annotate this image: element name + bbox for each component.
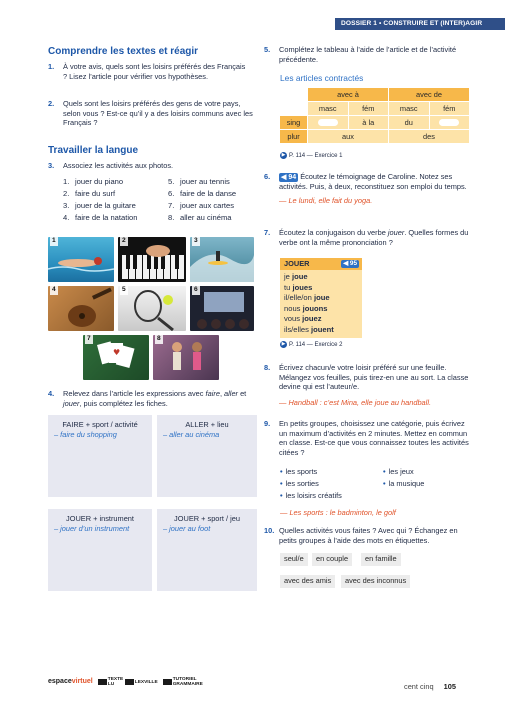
category-item: • les sports <box>280 467 318 476</box>
fiche-example: – jouer au foot <box>163 523 211 533</box>
fiche-title: JOUER + instrument <box>66 514 134 523</box>
activity-item: 1. jouer du piano <box>63 177 124 186</box>
conjugation-line: vous jouez <box>284 314 322 324</box>
activity-item: 8. aller au cinéma <box>168 213 232 222</box>
question-text: Quelles activités vous faites ? Avec qui ? Échangez en petits groupes à l’aide des mots en étiquettes. <box>279 526 458 545</box>
table-blank-cell <box>430 116 470 129</box>
question-8 <box>264 363 469 408</box>
table-header: fém <box>349 102 389 115</box>
piano-keys-illustration <box>118 237 186 282</box>
activity-item: 2. faire du surf <box>63 189 116 198</box>
word-tag: avec des inconnus <box>341 575 410 588</box>
svg-text:♥: ♥ <box>113 348 121 357</box>
exercise-reference-2[interactable]: ▶ P. 114 — Exercice 2 <box>281 341 343 349</box>
video-icon <box>163 679 172 685</box>
photo-swimming: 1 <box>48 237 114 282</box>
tennis-racket-illustration <box>118 286 186 331</box>
activity-list-left <box>63 177 137 225</box>
question-4 <box>48 389 248 408</box>
exercise-reference-1[interactable]: ▶ P. 114 — Exercice 1 <box>281 152 343 160</box>
photo-piano: 2 <box>118 237 186 282</box>
espace-virtuel-logo[interactable]: espacevirtuel <box>48 678 93 686</box>
page-number: cent cinq 105 <box>404 682 456 691</box>
question-3 <box>48 161 248 171</box>
word-tag: en couple <box>312 553 352 566</box>
word-tag: avec des amis <box>280 575 335 588</box>
example-answer: — Le lundi, elle fait du yoga. <box>279 195 373 205</box>
question-10 <box>264 526 474 545</box>
activity-item: 4. faire de la natation <box>63 213 138 222</box>
conjugation-line: nous jouons <box>284 303 328 313</box>
table-cell: aux <box>308 130 388 143</box>
question-2 <box>48 99 253 128</box>
fiche-title: JOUER + sport / jeu <box>174 514 240 523</box>
question-5 <box>264 45 469 64</box>
table-cell: du <box>389 116 429 129</box>
table-header: avec à <box>308 88 388 101</box>
play-icon: ▶ <box>281 152 286 158</box>
conjugation-line: ils/elles jouent <box>284 324 334 334</box>
section-title-langue: Travailler la langue <box>48 145 139 156</box>
audio-book-icon <box>98 679 107 685</box>
playing-cards-illustration <box>83 335 149 380</box>
category-list-left <box>280 466 342 502</box>
question-text: Écrivez chacun/e votre loisir préféré sur une feuille. Mélangez vos feuilles, puis tirez-en une au sort. La classe devine qui est l’auteur/e. <box>279 363 469 392</box>
table-header: masc <box>308 102 348 115</box>
question-number: 9. <box>264 419 271 428</box>
question-text: Écoutez la conjugaison du verbe jouer. Quelles formes du verbe ont la même prononciation ? <box>279 228 469 247</box>
photo-surf: 3 <box>190 237 254 282</box>
question-number: 10. <box>264 526 275 535</box>
blank-pill <box>439 119 459 126</box>
activity-item: 7. jouer aux cartes <box>168 201 235 210</box>
category-item: • la musique <box>383 479 425 488</box>
resource-lexville[interactable]: LEXVILLE <box>125 679 158 685</box>
activity-item: 3. jouer de la guitare <box>63 201 136 210</box>
activity-item: 6. faire de la danse <box>168 189 237 198</box>
fiche-aller <box>157 415 257 497</box>
fiche-jouer-sport <box>157 509 257 591</box>
question-7 <box>264 228 469 247</box>
word-tag: en famille <box>361 553 401 566</box>
table-cell: à la <box>349 116 389 129</box>
fiche-example: – aller au cinéma <box>163 429 220 439</box>
category-list-right <box>383 466 424 490</box>
table-blank-cell <box>308 116 348 129</box>
resource-tutoriel[interactable]: TUTORIEL GRAMMAIRE <box>163 677 205 687</box>
question-text: En petits groupes, choisissez une catégorie, puis écrivez un maximum d’activités en 2 minutes. Mettez en commun en classe. Est-ce que vous connaissez toutes les activités citées ? <box>279 419 469 457</box>
video-icon <box>125 679 134 685</box>
play-icon: ▶ <box>281 341 286 347</box>
table-header: fém <box>430 102 470 115</box>
conjugation-line: tu joues <box>284 282 313 292</box>
activity-item: 5. jouer au tennis <box>168 177 230 186</box>
audio-track-icon[interactable]: ◀ 95 <box>343 260 357 267</box>
footer-resources <box>48 676 205 688</box>
category-item: • les sorties <box>280 479 319 488</box>
question-number: 7. <box>264 228 271 237</box>
resource-texte-lu[interactable]: TEXTE LU <box>98 677 120 687</box>
dancers-illustration <box>153 335 219 380</box>
question-number: 2. <box>48 99 55 108</box>
question-6 <box>264 172 469 205</box>
question-1 <box>48 62 248 81</box>
conjugation-header: JOUER ◀ 95 <box>280 258 362 270</box>
blank-pill <box>318 119 338 126</box>
conjugation-line: il/elle/on joue <box>284 293 330 303</box>
guitar-illustration <box>48 286 114 331</box>
photo-dance: 8 <box>153 335 219 380</box>
conjugation-line: je joue <box>284 272 308 281</box>
question-number: 4. <box>48 389 55 398</box>
fiche-title: FAIRE + sport / activité <box>62 420 138 429</box>
question-text: ◀ 94 Écoutez le témoignage de Caroline. Notez ses activités. Puis, à deux, reconstituez son emploi du temps. <box>279 172 467 192</box>
swimmer-illustration <box>48 237 114 282</box>
photo-cinema: 6 <box>190 286 254 331</box>
question-number: 1. <box>48 62 55 71</box>
section-title-comprendre: Comprendre les textes et réagir <box>48 46 199 57</box>
question-text: Associez les activités aux photos. <box>63 161 174 170</box>
table-cell: des <box>389 130 469 143</box>
example-answer: — Handball : c’est Mina, elle joue au handball. <box>279 397 432 407</box>
category-item: • les jeux <box>383 467 414 476</box>
conjugation-box-jouer <box>280 258 362 338</box>
conjugation-lines <box>280 270 362 338</box>
question-text: À votre avis, quels sont les loisirs préférés des Français ? Lisez l’article pour vérifier vos hypothèses. <box>63 62 246 81</box>
question-number: 6. <box>264 172 271 181</box>
question-number: 5. <box>264 45 271 54</box>
question-text: Complétez le tableau à l’aide de l’article et de l’activité précédente. <box>279 45 457 64</box>
table-row-label: plur <box>280 130 307 143</box>
fiche-example: – jouer d’un instrument <box>54 523 130 533</box>
word-tag: seul/e <box>280 553 308 566</box>
dossier-header-band: DOSSIER 1 • CONSTRUIRE ET (INTER)AGIR <box>335 18 505 30</box>
audio-track-icon[interactable]: ◀ 94 <box>281 174 297 181</box>
category-item: • les loisirs créatifs <box>280 491 342 500</box>
question-9 <box>264 419 469 458</box>
contracted-articles-table <box>280 88 470 144</box>
table-title: Les articles contractés <box>280 73 364 83</box>
photo-tennis: 5 <box>118 286 186 331</box>
question-number: 8. <box>264 363 271 372</box>
fiche-title: ALLER + lieu <box>185 420 229 429</box>
fiche-example: – faire du shopping <box>54 429 117 439</box>
fiche-jouer-instrument <box>48 509 152 591</box>
question-number: 3. <box>48 161 55 170</box>
question-text: Relevez dans l’article les expressions avec faire, aller et jouer, puis complétez les fiches. <box>63 389 247 408</box>
table-header: avec de <box>389 88 469 101</box>
fiche-faire <box>48 415 152 497</box>
photo-cards: ♥ 7 <box>83 335 149 380</box>
activity-list-right <box>168 177 236 225</box>
question-text: Quels sont les loisirs préférés des gens de votre pays, selon vous ? Est-ce qu’il y a des loisirs communs avec les Français ? <box>63 99 253 128</box>
table-row-label: sing <box>280 116 307 129</box>
example-answer: — Les sports : le badminton, le golf <box>280 508 396 517</box>
table-header: masc <box>389 102 429 115</box>
photo-guitar: 4 <box>48 286 114 331</box>
